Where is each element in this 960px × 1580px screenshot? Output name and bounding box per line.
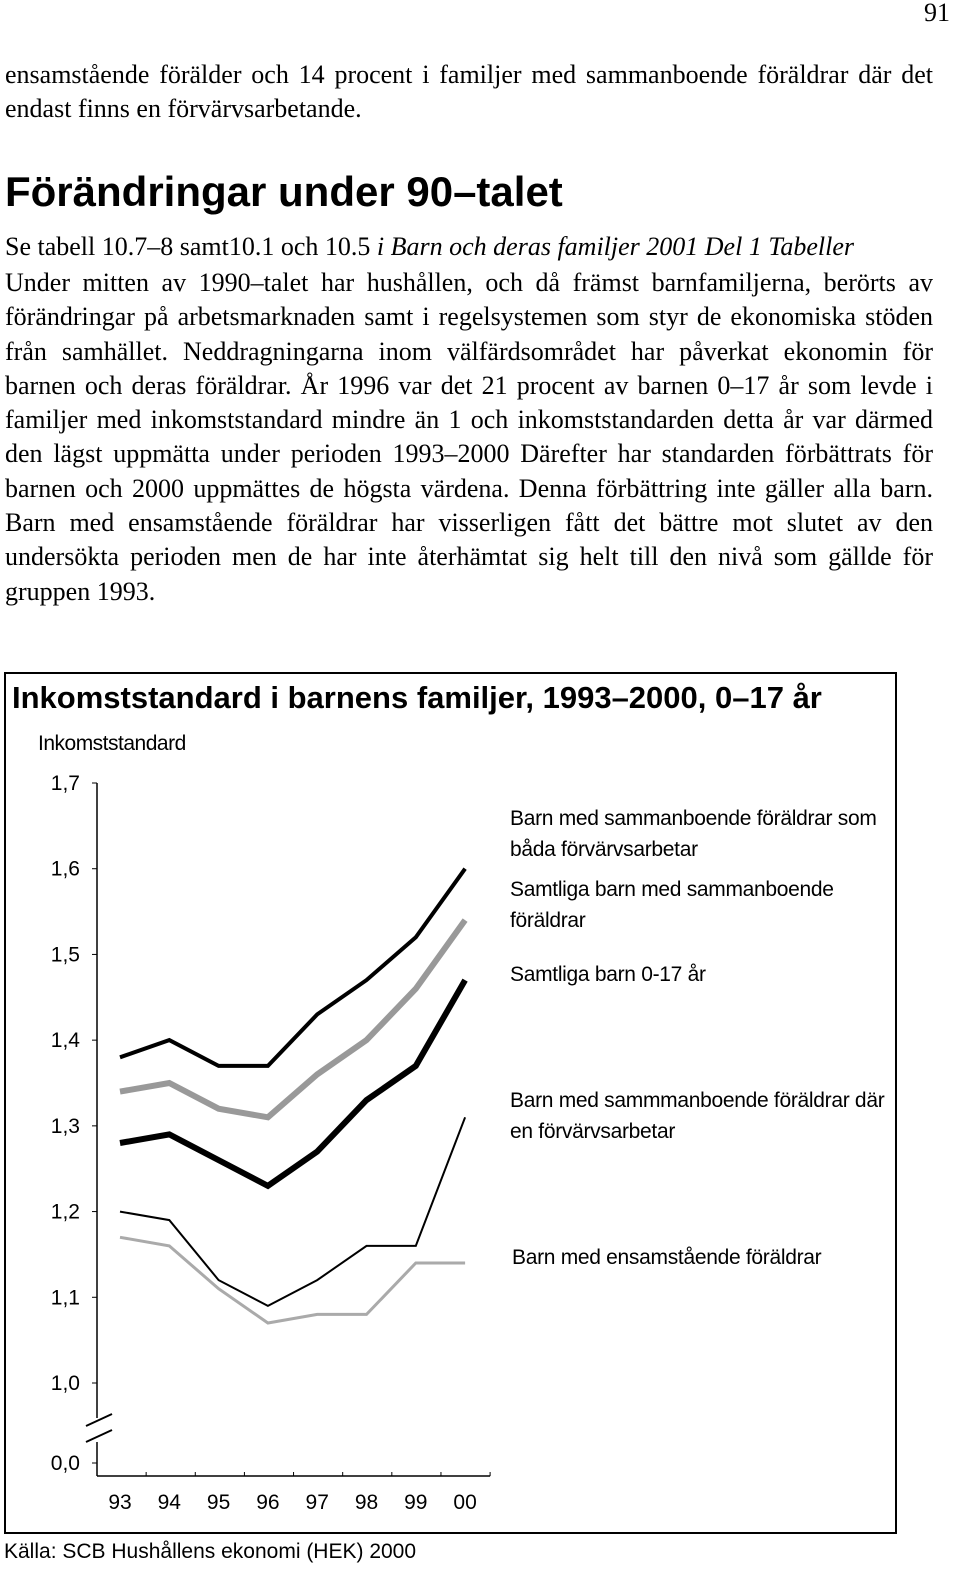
y-tick-label: 1,6 bbox=[50, 857, 80, 881]
y-tick-label: 1,1 bbox=[50, 1286, 80, 1310]
y-tick-label: 1,3 bbox=[50, 1114, 80, 1138]
y-axis-label: Inkomststandard bbox=[38, 732, 186, 755]
chart-title: Inkomststandard i barnens familjer, 1993–2000, 0–17 år bbox=[12, 680, 822, 715]
series-line-4 bbox=[120, 1237, 465, 1323]
y-tick-label: 1,4 bbox=[50, 1029, 80, 1053]
legend-label-single-parent: Barn med ensamstående föräldrar bbox=[512, 1246, 822, 1269]
legend-label-all-children: Samtliga barn 0-17 år bbox=[510, 963, 706, 986]
x-tick-label: 99 bbox=[404, 1491, 428, 1514]
axis-break-mark bbox=[86, 1430, 112, 1442]
x-tick-label: 00 bbox=[453, 1491, 477, 1514]
series-line-1 bbox=[120, 920, 465, 1117]
y-tick-label: 1,0 bbox=[50, 1372, 80, 1395]
reference-italic: i Barn och deras familjer 2001 Del 1 Tabeller bbox=[376, 232, 855, 261]
y-tick-label: 1,7 bbox=[50, 772, 80, 795]
x-tick-label: 96 bbox=[256, 1491, 280, 1514]
x-tick-label: 94 bbox=[157, 1491, 181, 1514]
source-note: Källa: SCB Hushållens ekonomi (HEK) 2000 bbox=[4, 1540, 417, 1563]
y-tick-label: 1,2 bbox=[50, 1200, 80, 1224]
x-tick-label: 93 bbox=[108, 1491, 132, 1514]
page-number: 91 bbox=[924, 0, 950, 27]
series-line-0 bbox=[120, 869, 465, 1066]
x-tick-label: 97 bbox=[305, 1491, 329, 1514]
series-line-3 bbox=[120, 1117, 465, 1306]
legend-label-cohabiting: Samtliga barn med sammanboende föräldrar bbox=[510, 878, 834, 932]
legend-label-one-working: Barn med sammmanboende föräldrar där en förvärvsarbetar bbox=[510, 1089, 885, 1143]
y-tick-label: 0,0 bbox=[50, 1452, 80, 1475]
x-tick-label: 98 bbox=[354, 1491, 379, 1514]
intro-paragraph: ensamstående förälder och 14 procent i familjer med sammanboende föräldrar där det endast finns en förvärvsarbetande. bbox=[5, 60, 933, 124]
legend-label-both-working: Barn med sammanboende föräldrar som båda förvärvsarbetar bbox=[510, 807, 877, 861]
y-tick-label: 1,5 bbox=[50, 943, 80, 967]
section-title: Förändringar under 90–talet bbox=[5, 168, 563, 215]
x-tick-label: 95 bbox=[206, 1491, 231, 1514]
reference-prefix: Se tabell 10.7–8 samt10.1 och 10.5 bbox=[5, 232, 377, 261]
axis-break-mark bbox=[86, 1414, 112, 1426]
body-paragraph: Under mitten av 1990–talet har hushållen, och då främst barnfamiljerna, berörts av förändringar på arbetsmarknaden samt i regelsystemen som styr de ekonomiska stöden från samhället. Neddragningarna inom välfärdsområdet har påverkat ekonomin för barnen och deras föräldrar. År 1996 var det 21 procent av barnen 0–17 år som levde i familjer med inkomststandard mindre än 1 och inkomststandarden detta år var därmed den lägst uppmätta under perioden 1993–2000 Därefter har standarden förbättrats för barnen och 2000 uppmättes de högsta värdena. Denna förbättring inte gäller alla barn. Barn med ensamstående föräldrar har visserligen fått det bättre mot slutet av den undersökta perioden men de har inte återhämtat sig helt till den nivå som gällde för gruppen 1993. bbox=[5, 268, 933, 606]
